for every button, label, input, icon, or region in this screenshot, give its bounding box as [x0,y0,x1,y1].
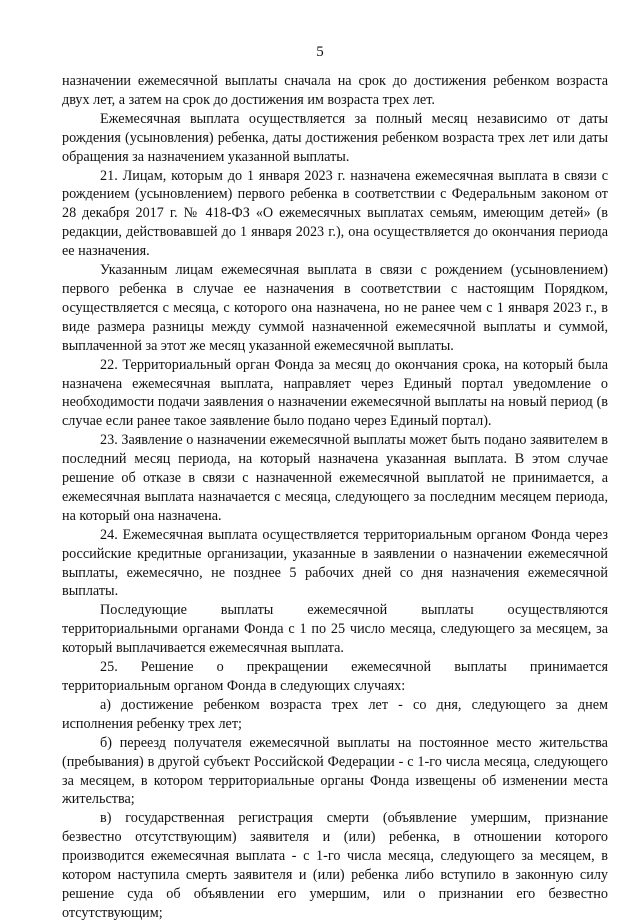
page-number: 5 [316,44,324,60]
paragraph-item-25-rest: территориальным органом Фонда в следующих случаях: [62,678,406,694]
paragraph-subitem-a: а) достижение ребенком возраста трех лет - со дня, следующего за днем исполнения ребенку трех лет; [62,696,608,732]
paragraph-subitem-v: в) государственная регистрация смерти (объявление умершим, признание безвестно отсутствующим) заявителя и (или) ребенка, в отношении которого производится ежемесячная выплата - с 1-го числа месяца, следующего за месяцем, в котором наступила смерть заявителя и (или) ребенка либо вступило в законную силу решение суда об объявлении его умершим, или о признании его безвестно отсутствующим; [62,810,608,921]
paragraph-item-21: 21. Лицам, которым до 1 января 2023 г. назначена ежемесячная выплата в связи с рождением (усыновлением) первого ребенка в соответствии с Федеральным законом от 28 декабря 2017 г. № 418-ФЗ «О ежемесячных выплатах семьям, имеющим детей» (в редакции, действовавшей до 1 января 2023 г.), она осуществляется до окончания периода ее назначения. [62,167,608,260]
paragraph-item-21-continued: Указанным лицам ежемесячная выплата в связи с рождением (усыновлением) первого ребенка в случае ее назначения в соответствии с настоящим Порядком, осуществляется с месяца, с которого она назначена, но не ранее чем с 1 января 2023 г., в виде размера разницы между суммой назначенной ежемесячной выплаты и суммой, выплаченной за этот же месяц указанной ежемесячной выплаты. [62,262,608,354]
paragraph-item-23: 23. Заявление о назначении ежемесячной выплаты может быть подано заявителем в последний месяц периода, на который назначена указанная выплата. В этом случае решение об отказе в связи с назначенной ежемесячной выплатой не принимается, а ежемесячная выплата назначается с месяца, следующего за последним месяцем периода, на который она назначена. [62,432,608,524]
paragraph-continuation: назначении ежемесячной выплаты сначала на срок до достижения ребенком возраста двух лет, а затем на срок до достижения им возраста трех лет. [62,73,608,108]
paragraph-item-24: 24. Ежемесячная выплата осуществляется территориальным органом Фонда через российские кредитные организации, указанные в заявлении о назначении ежемесячной выплаты, ежемесячно, не позднее 5 рабочих дней со дня назначения ежемесячной выплаты. [62,526,608,600]
paragraph-monthly-payment-period: Ежемесячная выплата осуществляется за полный месяц независимо от даты рождения (усыновления) ребенка, даты достижения ребенком возраста трех лет или даты обращения за назначением указанной выплаты. [62,110,608,165]
paragraph-item-22: 22. Территориальный орган Фонда за месяц до окончания срока, на который была назначена ежемесячная выплата, направляет через Единый портал уведомление о необходимости подачи заявления о назначении ежемесячной выплаты на новый период (в случае если ранее такое заявление было подано через Единый портал). [62,356,608,430]
paragraph-subsequent-payments-rest: территориальными органами Фонда с 1 по 25 число месяца, следующего за месяцем, за который выплачивается ежемесячная выплата. [62,621,608,657]
paragraph-item-25-line1: 25. Решение о прекращении ежемесячной выплаты принимается [100,659,608,676]
paragraph-subitem-b: б) переезд получателя ежемесячной выплаты на постоянное место жительства (пребывания) в другой субъект Российской Федерации - с 1-го числа месяца, следующего за месяцем, в котором территориальные органы Фонда извещены об изменении места жительства; [62,734,608,808]
paragraph-subsequent-payments-line1: Последующие выплаты ежемесячной выплаты осуществляются [100,602,608,619]
document-body [62,72,608,923]
